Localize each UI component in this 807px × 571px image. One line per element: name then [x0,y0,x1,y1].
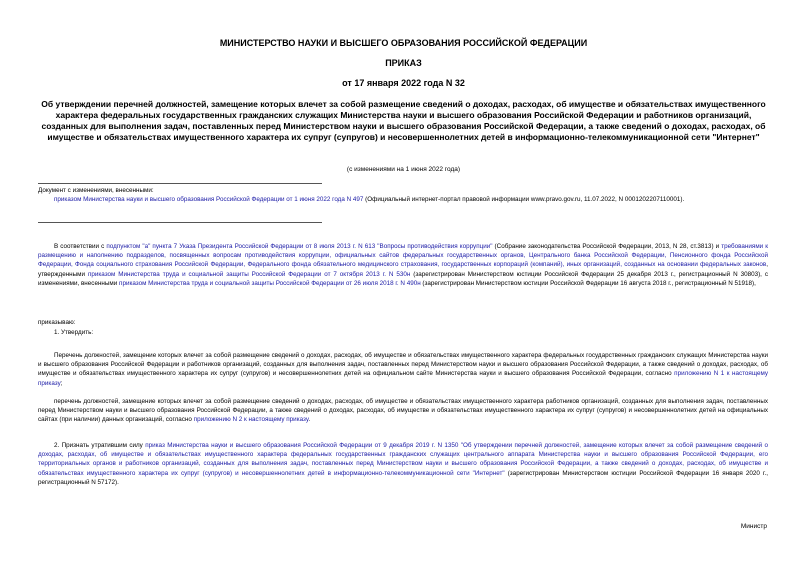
preamble-paragraph: В соответствии с подпунктом "а" пункта 7 Указа Президента Российской Федерации от 8 июля 2013 г. N 613 "Вопросы противодействия коррупции" (Собрание законодательства Российской Федерации, 2013, N 28, ст.3813) и требованиями к размещению и наполнению подразделов, посвященных вопросам противодействия коррупции, официальных сайтов федеральных государственных органов, Центрального банка Российской Федерации, Пенсионного фонда Российской Федерации, Фонда социального страхования Российской Федерации, Федерального фонда обязательного медицинского страхования, государственных корпораций (компаний), иных организаций, созданных на основании федеральных законов, утвержденными приказом Министерства труда и социальной защиты Российской Федерации от 7 октября 2013 г. N 530н (зарегистрирован Министерством юстиции Российской Федерации 25 декабря 2013 г., регистрационный N 30803), с изменениями, внесенными приказом Министерства труда и социальной защиты Российской Федерации от 26 июля 2018 г. N 490н (зарегистрирован Министерством юстиции Российской Федерации 16 августа 2018 г., регистрационный N 51918), [38,243,769,287]
item-1: 1. Утвердить: [54,329,94,336]
item-2-paragraph: 2. Признать утратившим силу приказ Министерства науки и высшего образования Российской Федерации от 9 декабря 2019 г. N 1350 "Об утверждении перечней должностей, замещение которых влечет за собой размещение сведений о доходах, расходах, об имуществе и обязательствах имущественного характера федеральных государственных гражданских служащих центрального аппарата Министерства науки и высшего образования Российской Федерации, его территориальных органов и работников организаций, созданных для выполнения задач, поставленных перед Министерством науки и высшего образования Российской Федерации, а также сведений о доходах, расходах, об имуществе и обязательствах имущественного характера их супруг (супругов) и несовершеннолетних детей в информационно-телекоммуникационной сети "Интернет" (зарегистрирован Министерством юстиции Российской Федерации 16 января 2020 г., регистрационный N 57172). [38,442,768,486]
changes-text: приказом Министерства науки и высшего образования Российской Федерации от 1 июня 2022 года N 497 (Официальный интернет-портал правовой информации www.pravo.gov.ru, 11.07.2022, N 0001202207110001). [54,196,685,204]
divider-bottom [38,222,322,223]
changes-link[interactable]: приказом Министерства науки и высшего образования Российской Федерации от 1 июня 2022 года N 497 [54,196,364,204]
repealed-order-link[interactable]: приказ Министерства науки и высшего образования Российской Федерации от 9 декабря 2019 г. N 1350 "Об утверждении перечней должностей, замещение которых влечет за собой размещение сведений о доходах, расходах, об имуществе и обязательствах имущественного характера федеральных государственных гражданских служащих центрального аппарата Министерства науки и высшего образования Российской Федерации, его территориальных органов и работников организаций, созданных для выполнения задач, поставленных перед Министерством науки и высшего образования Российской Федерации, а также сведений о доходах, расходах, об имуществе и обязательствах имущественного характера их супруг (супругов) и несовершеннолетних детей в информационно-телекоммуникационной сети "Интернет" [38,442,768,477]
appendix-1-link[interactable]: приложению N 1 к настоящему приказу [38,370,768,387]
order-word: приказываю: [38,319,76,326]
changes-block [38,186,768,204]
preamble-link-order-490n[interactable]: приказом Министерства труда и социальной защиты Российской Федерации от 26 июля 2018 г. N 490н [119,279,421,287]
doc-type-heading: ПРИКАЗ [385,58,422,68]
list-paragraph-1: Перечень должностей, замещение которых влечет за собой размещение сведений о доходах, расходах, об имуществе и обязательствах имущественного характера федеральных государственных гражданских служащих Министерства науки и высшего образования Российской Федерации и работников организаций, созданных для выполнения задач, поставленных перед Министерством науки и высшего образования Российской Федерации, а также сведений о доходах, расходах, об имуществе и обязательствах имущественного характера их супруг (супругов) и несовершеннолетних детей на официальном сайте Министерства науки и высшего образования Российской Федерации, согласно приложению N 1 к настоящему приказу; [38,352,768,387]
appendix-2-link[interactable]: приложению N 2 к настоящему приказу [193,416,309,424]
edition-note: (с изменениями на 1 июня 2022 года) [346,166,461,173]
changes-label: Документ с изменениями, внесенными: [38,187,154,194]
divider-top [38,183,322,184]
preamble-link-requirements[interactable]: требованиями к размещению и наполнению подразделов, посвященных вопросам противодействия коррупции, официальных сайтов федеральных государственных органов, Центрального банка Российской Федерации, Пенсионного фонда Российской Федерации, Фонда социального страхования Российской Федерации, Федерального фонда обязательного медицинского страхования, государственных корпораций (компаний), иных организаций, созданных на основании федеральных законов [38,243,769,269]
preamble-link-decree[interactable]: подпунктом "а" пункта 7 Указа Президента Российской Федерации от 8 июля 2013 г. N 613 "Вопросы противодействия коррупции" [106,243,493,250]
document-title: Об утверждении перечней должностей, замещение которых влечет за собой размещение сведений о доходах, расходах, об имуществе и обязательствах имущественного характера федеральных государственных гражданских служащих Министерства науки и высшего образования Российской Федерации и работников организаций, созданных для выполнения задач, поставленных перед Министерством науки и высшего образования Российской Федерации, а также сведений о доходах, расходах, об имуществе и обязательствах имущественного характера их супруг (супругов) и несовершеннолетних детей в информационно-телекоммуникационной сети "Интернет" [41,99,766,142]
signoff-minister: Министр [740,523,767,530]
ministry-heading: МИНИСТЕРСТВО НАУКИ И ВЫСШЕГО ОБРАЗОВАНИЯ РОССИЙСКОЙ ФЕДЕРАЦИИ [219,38,588,48]
date-number-heading: от 17 января 2022 года N 32 [342,78,465,88]
list-paragraph-2: перечень должностей, замещение которых влечет за собой размещение сведений о доходах, расходах, об имуществе и обязательствах имущественного характера работников организаций, созданных для выполнения задач, поставленных перед Министерством науки и высшего образования Российской Федерации, а также сведений о доходах, расходах, об имуществе и обязательствах имущественного характера их супруг (супругов) и несовершеннолетних детей на официальных сайтах (при наличии) данных организаций, согласно приложению N 2 к настоящему приказу. [38,398,768,424]
preamble-link-order-530n[interactable]: приказом Министерства труда и социальной защиты Российской Федерации от 7 октября 2013 г. N 530н [87,270,411,278]
